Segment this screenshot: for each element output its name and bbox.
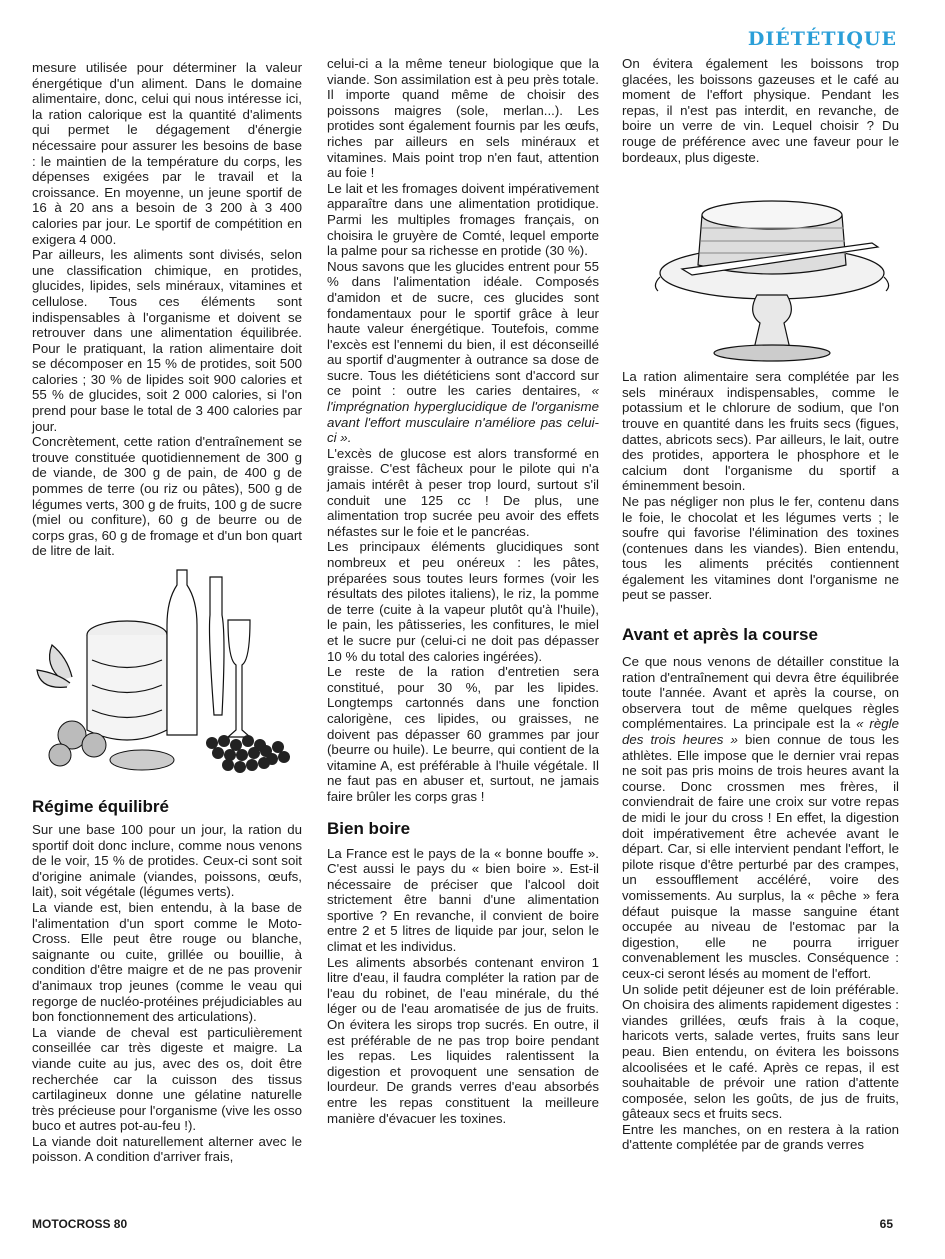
section-heading: Avant et après la course	[622, 625, 818, 645]
paragraph: Les aliments absorbés contenant environ 1 litre d'eau, il faudra compléter la ration par de l'eau du robinet, de l'eau minérale, du thé léger ou de l'eau aromatisée de jus de fruits. On évitera les sirops trop sucrés. En outre, il est préférable de ne pas trop boire pendant les repas. Les liquides ralentissent la digestion et provoquent une sensation de lourdeur. De grands verres d'eau absorbés entre les repas constituent la meilleure manière d'évacuer les toxines.	[327, 954, 599, 1126]
paragraph: Un solide petit déjeuner est de loin préférable. On choisira des aliments rapidement digestes : viandes grillées, œufs frais à la coque, haricots verts, salade vertes, fruits sans leur peau. Bien entendu, on évitera les boissons alcoolisées et le café. Après ce repas, il est souhaitable de prévoir une ration d'attente composée, selon les goûts, de jus de fruits, gâteaux secs et fruits secs.	[622, 981, 899, 1122]
paragraph	[622, 654, 899, 981]
paragraph: La viande est, bien entendu, à la base de l'alimentation d'un sport comme le Moto-Cross. Elle peut être rouge ou blanche, saignante ou cuite, grillée ou bouillie, à condition d'être maigre et de ne pas provenir d'animaux trop jeunes (comme le veau qui regorge de nucléo-protéines préjudiciables au bon fonctionnement des articulations).	[32, 899, 302, 1025]
quote: « règle des trois heures »	[622, 716, 899, 748]
paragraph: La France est le pays de la « bonne bouffe ». C'est aussi le pays du « bien boire ». Est-il nécessaire de préciser que l'alcool doit strictement être banni d'une alimentation sportive ? En revanche, il convient de boire entre 2 et 5 litres de liquide par jour, selon le climat et les individus.	[327, 845, 599, 955]
quote: « l'imprégnation hyperglucidique de l'organisme avant l'effort musculaire n'améliore pas celui-ci ».	[327, 383, 599, 446]
paragraph: Le reste de la ration d'entretien sera constitué, pour 30 %, par les lipides. Longtemps cartonnés dans une fonction calorigène, ces lipides, ou graisses, ne doivent pas dépasser 60 grammes par jour (beurre ou huile). Le beurre, qui contient de la vitamine A, est préférable à l'huile végétale. Il ne faut pas en abuser et, surtout, ne jamais faire brûler les corps gras !	[327, 664, 599, 804]
section-title: DIÉTÉTIQUE	[747, 28, 897, 50]
paragraph: Ne pas négliger non plus le fer, contenu dans le foie, le chocolat et les légumes verts ; le soufre qui favorise l'élimination des toxines (contenues dans les viandes). Bien entendu, tous les aliments précités contiennent également les vitamines dont l'organisme ne peut se passer.	[622, 493, 899, 603]
column-2	[327, 56, 599, 1126]
cake-stand-illustration	[622, 173, 899, 363]
paragraph: L'excès de glucose est alors transformé en graisse. C'est fâcheux pour le pilote qui n'a jamais intérêt à peser trop lourd, surtout s'il conduit une 125 cc ! De plus, une alimentation trop sucrée peu avoir des effets néfastes sur le foie et le pancréas.	[327, 445, 599, 539]
paragraph-text: Ce que nous venons de détailler constitue la ration d'entraînement qui devra être équilibrée toute l'année. Avant et après la course, on observera tout de même quelques règles complémentaires. La principale est la	[622, 654, 899, 732]
paragraph: On évitera également les boissons trop glacées, les boissons gazeuses et le café au moment de l'effort physique. Pendant les repas, il n'est pas interdit, en revanche, de boire un verre de vin. Lequel choisir ? Du rouge de préférence avec une faveur pour le bordeaux, plus digeste.	[622, 56, 899, 165]
paragraph-text: Nous savons que les glucides entrent pour 55 % dans l'alimentation idéale. Composés d'amidon et de sucre, ces glucides sont fondamentaux pour le sportif grâce à leur haute valeur énergétique. Toutefois, comme l'excès est l'ennemi du bien, il est déconseillé au sportif d'augmenter à outrance sa dose de sucre. Tous les diététiciens sont d'accord sur ce point : outre les caries dentaires,	[327, 258, 599, 399]
paragraph: Le lait et les fromages doivent impérativement apparaître dans une alimentation protidique. Parmi les multiples fromages français, on choisira le gruyère de Comté, lequel emporte la palme pour sa richesse en protide (30 %).	[327, 180, 599, 259]
paragraph: Entre les manches, on en restera à la ration d'attente complétée par de grands verres	[622, 1121, 899, 1153]
still-life-illustration	[32, 565, 302, 787]
paragraph: La ration alimentaire sera complétée par les sels minéraux indispensables, comme le potassium et le chlorure de sodium, que l'on trouve en quantité dans les fruits secs (figues, dattes, abricots secs). Par ailleurs, le lait, outre des protides, apportera le phosphore et le calcium dont l'organisme du sportif a éminemment besoin.	[622, 369, 899, 494]
paragraph: La viande doit naturellement alterner avec le poisson. A condition d'arriver frais,	[32, 1133, 302, 1165]
column-3	[622, 56, 899, 1153]
paragraph: Sur une base 100 pour un jour, la ration du sportif doit donc inclure, comme nous venons de le voir, 15 % de protides. Ceux-ci sont soit d'origine animale (viandes, poissons, œufs, lait), soit végétale (légumes verts).	[32, 822, 302, 900]
paragraph: Les principaux éléments glucidiques sont nombreux et peu onéreux : les pâtes, préparées sous toutes leurs formes (voir les résultats des pilotes italiens), le riz, la pomme de terre (cuite à la vapeur plutôt qu'à l'huile), le pain, les pâtisseries, les confitures, le miel et le sucre pur (celui-ci ne doit pas dépasser 10 % du total des calories ingérées).	[327, 539, 599, 664]
magazine-name: MOTOCROSS 80	[32, 1217, 128, 1231]
column-1	[32, 60, 302, 1165]
paragraph: La viande de cheval est particulièrement conseillée car très digeste et maigre. La viande cuite au jus, avec des os, doit être recherchée car la cuisson des tissus cartilagineux donne une gélatine naturelle très précieuse pour l'organisme (vive les osso buco et autres pot-au-feu !).	[32, 1024, 302, 1134]
page-number: 65	[879, 1217, 893, 1231]
paragraph: celui-ci a la même teneur biologique que la viande. Son assimilation est à peu près totale. Il importe quand même de choisir des poissons maigres (sole, merlan...). Les protides sont également fournis par les œufs, riches par ailleurs en sels minéraux et vitamines. Mais point trop n'en faut, attention au foie !	[327, 56, 599, 181]
paragraph: Par ailleurs, les aliments sont divisés, selon une classification chimique, en protides, glucides, lipides, sels minéraux, vitamines et cellulose. Tous ces éléments sont indispensables à l'organisme et doivent se retrouver dans une alimentation équilibrée. Pour le pratiquant, la ration alimentaire doit se décomposer en 15 % de protides, soit 500 calories ; 30 % de lipides soit 900 calories et 55 % de glucides, soit 2 000 calories, si l'on prend pour base le total de 3 400 calories par jour.	[32, 247, 302, 434]
section-heading: Régime équilibré	[32, 797, 169, 816]
paragraph: Concrètement, cette ration d'entraînement se trouve constituée quotidiennement de 300 g de viande, de 300 g de pain, de 400 g de pommes de terre (ou riz ou pâtes), 500 g de légumes verts, 300 g de fruits, 100 g de sucre (miel ou confiture), 60 g de beurre ou de corps gras, 60 g de fromage et d'un bon quart de litre de lait.	[32, 434, 302, 559]
section-heading: Bien boire	[327, 818, 411, 838]
paragraph: mesure utilisée pour déterminer la valeur énergétique d'un aliment. Dans le domaine alimentaire, donc, celui qui nous intéresse ici, la ration calorique est la quantité d'aliments qui permet le dégagement d'énergie nécessaire pour assurer les besoins de base : le maintien de la température du corps, les dépenses exigées par le travail et la croissance. En moyenne, un jeune sportif de 16 à 20 ans a besoin de 3 200 à 3 400 calories par jour. Le sportif de compétition en exigera 4 000.	[32, 60, 302, 247]
paragraph-text: bien connue de tous les athlètes. Elle impose que le dernier vrai repas ne soit pas pris moins de trois heures avant la course. Donc crossmen mes frères, il conviendrait de faire une croix sur votre repas de midi le jour du cross ! En effet, la digestion doit impérativement être achevée avant le départ. Car, si elle intervient pendant l'effort, le pilote risque d'être perturbé par des crampes, un essoufflement accéléré, voire des vomissements. Au surplus, la « pêche » fera défaut puisque la masse sanguine étant occupée au niveau de l'estomac par la digestion, elle ne pourra irriguer convenablement les muscles. Conséquence : ceux-ci seront lésés au moment de l'effort.	[622, 732, 899, 981]
paragraph	[327, 259, 599, 446]
